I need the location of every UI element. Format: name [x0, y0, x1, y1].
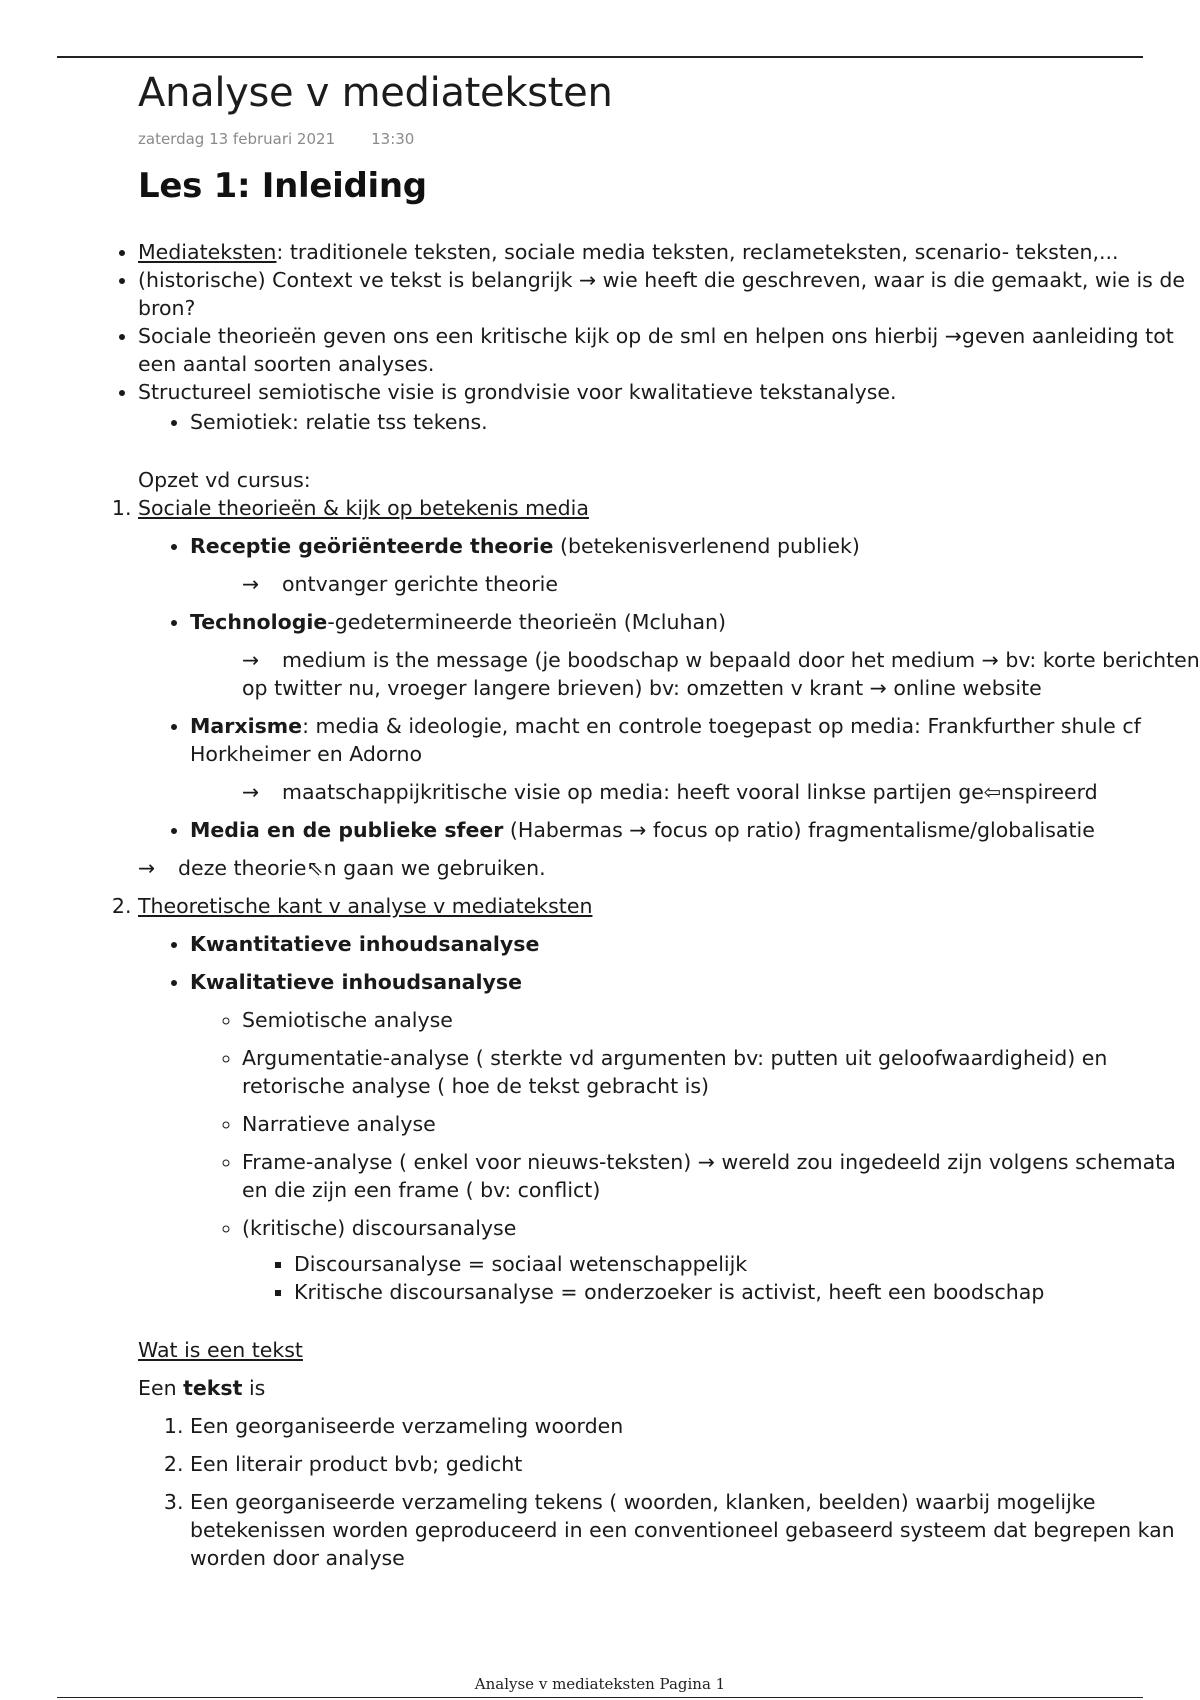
list-item [190, 968, 1200, 1306]
lesson-heading: Les 1: Inleiding [138, 166, 427, 206]
page-title: Analyse v mediateksten [138, 70, 613, 116]
method-list [190, 1006, 1200, 1306]
list-item: 2. Een literair product bvb; gedicht [190, 1450, 1200, 1478]
page-footer: Analyse v mediateksten Pagina 1 [474, 1675, 726, 1693]
list-item: ▪ Kritische discoursanalyse = onderzoeker is activist, heeft een boodschap [294, 1278, 1200, 1306]
outline-item [138, 892, 1200, 1306]
theory-desc: -gedetermineerde theorieën (Mcluhan) [327, 610, 727, 634]
theory-desc: (betekenisverlenend publiek) [553, 534, 860, 558]
arrow-icon: → [242, 780, 260, 804]
list-item-text: : traditionele teksten, sociale media teksten, reclameteksten, scenario- teksten,... [276, 240, 1119, 264]
list-item [190, 608, 1200, 702]
theory-name: Marxisme [190, 714, 303, 738]
sub-list [138, 408, 1200, 436]
section-title: Sociale theorieën & kijk op betekenis media [138, 496, 589, 520]
analysis-list [138, 930, 1200, 1306]
definition-list [0, 1412, 1200, 1572]
list-item [190, 712, 1200, 806]
list-item [190, 816, 1200, 844]
top-rule [57, 56, 1143, 58]
list-item [138, 238, 1200, 266]
list-item-text: (kritische) discoursanalyse [242, 1216, 517, 1240]
list-item-text: Kwalitatieve inhoudsanalyse [190, 970, 523, 994]
list-item-text: Structureel semiotische visie is grondvisie voor kwalitatieve tekstanalyse. [138, 380, 897, 404]
arrow-icon: → [138, 856, 156, 880]
opzet-label: Opzet vd cursus: [138, 468, 311, 492]
list-item: • (historische) Context ve tekst is belangrijk → wie heeft die geschreven, waar is die gemaakt, wie is de bron? [138, 266, 1200, 322]
theory-name: Receptie geöriënteerde theorie [190, 534, 554, 558]
list-item: ◦ Argumentatie-analyse ( sterkte vd argumenten bv: putten uit geloofwaardigheid) en retorische analyse ( hoe de tekst gebracht is) [242, 1044, 1200, 1100]
list-item: • Sociale theorieën geven ons een kritische kijk op de sml en helpen ons hierbij →geven aanleiding tot een aantal soorten analyses. [138, 322, 1200, 378]
list-item: 3. Een georganiseerde verzameling tekens ( woorden, klanken, beelden) waarbij mogelijke betekenissen worden geproduceerd in een conventioneel gebaseerd systeem dat begrepen kan worden door analyse [190, 1488, 1200, 1572]
arrow-note [190, 570, 1200, 598]
section-title: Theoretische kant v analyse v mediateksten [138, 894, 593, 918]
note-content [0, 238, 1200, 1572]
list-item: ◦ Frame-analyse ( enkel voor nieuws-teksten) → wereld zou ingedeeld zijn volgens schemata en die zijn een frame ( bv: conflict) [242, 1148, 1200, 1204]
definition-intro [0, 1374, 1200, 1402]
discourse-list [242, 1250, 1200, 1306]
arrow-text: maatschappijkritische visie op media: heeft vooral linkse partijen ge⇦nspireerd [282, 780, 1098, 804]
list-item: • Kwantitatieve inhoudsanalyse [190, 930, 1200, 958]
page-meta [138, 130, 414, 148]
list-item: ◦ Semiotische analyse [242, 1006, 1200, 1034]
closing-note [138, 854, 1200, 882]
mediateksten-term: Mediateksten [138, 240, 277, 264]
arrow-text: ontvanger gerichte theorie [282, 572, 558, 596]
page-date: zaterdag 13 februari 2021 [138, 130, 336, 148]
theory-list [138, 532, 1200, 844]
list-item: 1. Een georganiseerde verzameling woorden [190, 1412, 1200, 1440]
theory-name: Media en de publieke sfeer [190, 818, 504, 842]
intro-text: Een [138, 1376, 184, 1400]
subheading: Wat is een tekst [138, 1338, 303, 1362]
closing-text: deze theorie⇖n gaan we gebruiken. [178, 856, 546, 880]
arrow-icon: → [242, 572, 260, 596]
list-item [242, 1214, 1200, 1306]
theory-desc: : media & ideologie, macht en controle toegepast op media: Frankfurther shule cf Horkheimer en Adorno [190, 714, 1141, 766]
theory-name: Technologie [190, 610, 328, 634]
list-item [190, 532, 1200, 598]
list-item [138, 378, 1200, 436]
arrow-note [190, 778, 1200, 806]
theory-desc: (Habermas → focus op ratio) fragmentalisme/globalisatie [503, 818, 1095, 842]
intro-list [0, 238, 1200, 436]
list-item: • Semiotiek: relatie tss tekens. [190, 408, 1200, 436]
intro-bold: tekst [183, 1376, 243, 1400]
intro-text: is [242, 1376, 266, 1400]
course-outline [0, 494, 1200, 1306]
list-item: ◦ Narratieve analyse [242, 1110, 1200, 1138]
list-item: ▪ Discoursanalyse = sociaal wetenschappelijk [294, 1250, 1200, 1278]
bottom-rule [57, 1697, 1143, 1698]
outline-item [138, 494, 1200, 882]
arrow-icon: → [242, 648, 260, 672]
arrow-text: medium is the message (je boodschap w bepaald door het medium → bv: korte berichten op twitter nu, vroeger langere brieven) bv: omzetten v krant → online website [242, 648, 1200, 700]
page-time: 13:30 [371, 130, 415, 148]
arrow-note [190, 646, 1200, 702]
